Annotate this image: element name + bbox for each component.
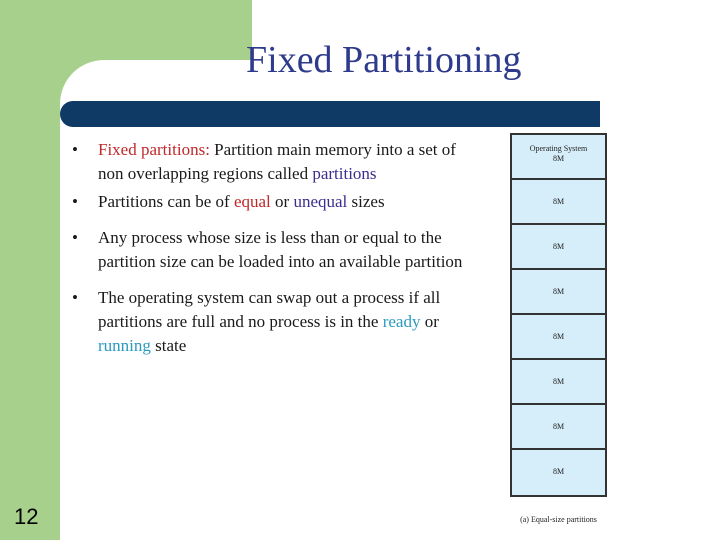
bullet-text: The operating system can swap out a process if all partitions are full and no process is in the — [98, 288, 441, 331]
title-underline-bar — [60, 101, 600, 127]
partition-block — [512, 225, 605, 270]
bullet-text: Partition main memory into a set of non overlapping regions called — [98, 140, 456, 183]
partition-size: 8M — [552, 422, 565, 431]
partition-block — [512, 270, 605, 315]
bullet-process-size — [68, 226, 478, 274]
bullet-swap-out — [68, 286, 478, 358]
left-green-strip — [0, 0, 60, 540]
bullet-text: Any process whose size is less than or equal to the partition size can be loaded into an available partition — [98, 228, 463, 271]
os-partition — [512, 135, 605, 180]
partition-block — [512, 450, 605, 495]
bullet-term-partitions: partitions — [312, 164, 377, 183]
bullet-dot: • — [72, 140, 78, 159]
bullet-dot: • — [72, 228, 78, 247]
partition-block — [512, 180, 605, 225]
partition-size: 8M — [552, 467, 565, 476]
partition-block — [512, 360, 605, 405]
bullet-term-equal: equal — [233, 192, 271, 211]
bullet-text: sizes — [347, 192, 385, 211]
bullet-text: or — [420, 312, 439, 331]
os-size: 8M — [552, 154, 565, 163]
partition-block — [512, 315, 605, 360]
partition-block — [512, 405, 605, 450]
bullet-term-running: running — [98, 336, 151, 355]
diagram-caption: (a) Equal-size partitions — [520, 515, 597, 524]
bullet-term-unequal: unequal — [293, 192, 348, 211]
partition-size: 8M — [552, 377, 565, 386]
bullet-term: Fixed partitions: — [98, 140, 210, 159]
partition-size: 8M — [552, 332, 565, 341]
header-white-curve — [60, 60, 260, 140]
bullet-dot: • — [72, 192, 78, 211]
bullet-dot: • — [72, 288, 78, 307]
bullet-partition-sizes — [68, 190, 478, 214]
bullet-text: or — [270, 192, 294, 211]
partition-size: 8M — [552, 242, 565, 251]
slide-number: 12 — [14, 504, 39, 529]
bullet-term-ready: ready — [382, 312, 421, 331]
memory-partition-diagram — [510, 133, 607, 497]
bullet-fixed-partitions — [68, 138, 478, 186]
bullet-text: Partitions can be of — [98, 192, 234, 211]
bullet-text: state — [150, 336, 187, 355]
slide-title: Fixed Partitioning — [246, 39, 522, 81]
partition-size: 8M — [552, 287, 565, 296]
partition-size: 8M — [552, 197, 565, 206]
os-label: Operating System — [529, 144, 588, 153]
bullet-list — [68, 138, 478, 358]
